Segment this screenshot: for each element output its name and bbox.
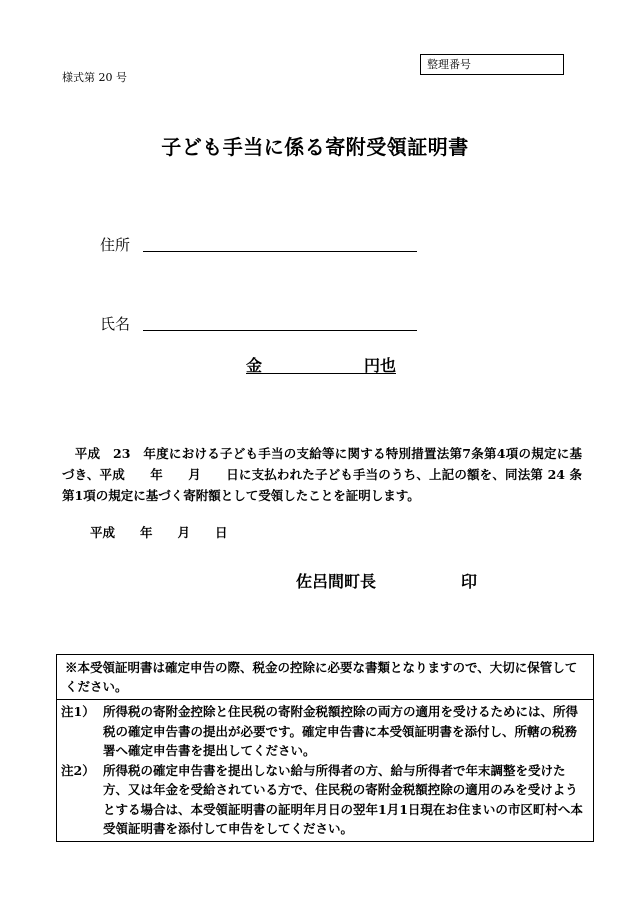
name-field[interactable]: [143, 330, 417, 331]
note-number: 注2）: [61, 762, 95, 778]
notice-box: [56, 654, 594, 842]
seal-mark: 印: [461, 572, 478, 591]
note-text: 所得税の寄附金控除と住民税の寄附金税額控除の両方の適用を受けるためには、所得税の確定申告書の提出が必要です。確定申告書に本受領証明書を添付し、所轄の税務署へ確定申告書を提出してください。: [103, 704, 579, 758]
reference-number-label: 整理番号: [427, 58, 471, 71]
amount-prefix: 金: [246, 356, 263, 375]
note-item: [61, 761, 587, 839]
reference-number-box[interactable]: [420, 54, 564, 75]
note-item: [61, 702, 587, 761]
amount-field[interactable]: [246, 353, 396, 374]
address-label: 住所: [100, 236, 131, 254]
notice-heading: ※本受領証明書は確定申告の際、税金の控除に必要な書類となりますので、大切に保管してください。: [57, 655, 593, 700]
certification-text: 平成 23 年度における子ども手当の支給等に関する特別措置法第7条第4項の規定に基づき、平成 年 月 日に支払われた子ども手当のうち、上記の額を、同法第 24 条第1項の規定に基づく寄附額として受領したことを証明します。: [62, 446, 582, 503]
name-label: 氏名: [100, 315, 131, 333]
notes-list: [57, 700, 593, 839]
note-text: 所得税の確定申告書を提出しない給与所得者の方、給与所得者で年末調整を受けた方、又は年金を受給されている方で、住民税の寄附金税額控除の適用のみを受けようとする場合は、本受領証明書の証明年月日の翌年1月1日現在お住まいの市区町村へ本受領証明書を添付して申告をしてください。: [103, 762, 583, 836]
address-field[interactable]: [143, 251, 417, 252]
issue-date: 平成 年 月 日: [90, 525, 228, 540]
document-title: 子ども手当に係る寄附受領証明書: [161, 135, 469, 159]
amount-suffix: 円也: [363, 356, 396, 375]
issuer-name: 佐呂間町長: [296, 572, 377, 591]
note-number: 注1）: [61, 704, 95, 719]
form-number: 様式第 20 号: [62, 71, 127, 84]
